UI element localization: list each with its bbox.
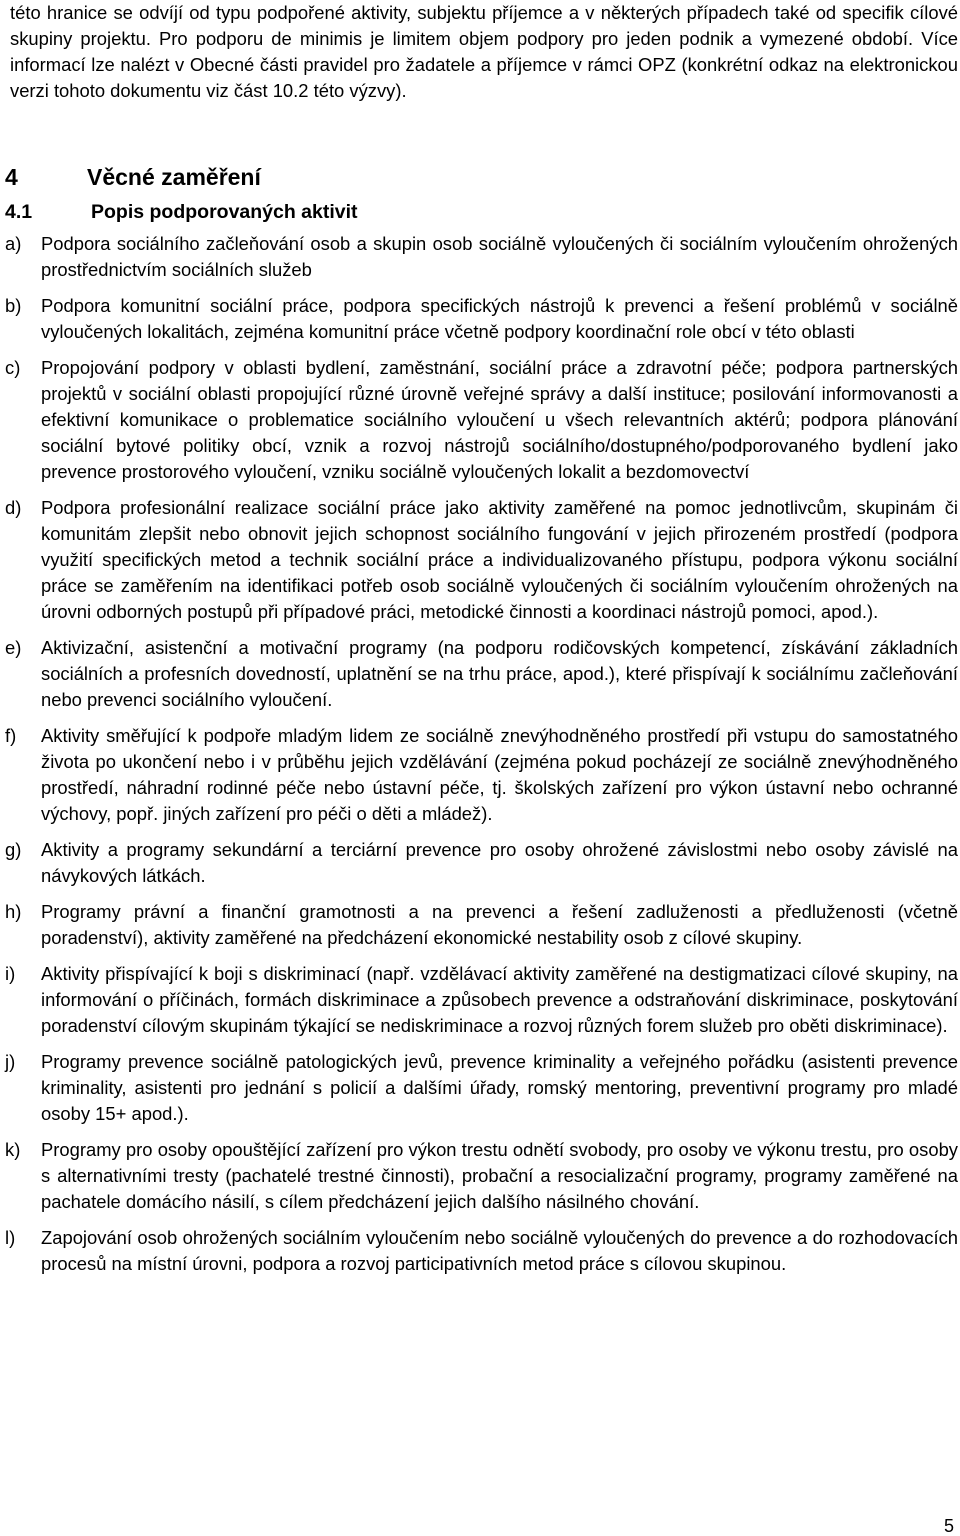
list-item-text: Podpora komunitní sociální práce, podpora specifických nástrojů k prevenci a řešení problémů v sociálně vyloučených lokalitách, zejména komunitní práce včetně podpory koordinační role obcí v této oblasti <box>41 295 958 342</box>
list-item-marker: j) <box>5 1051 16 1072</box>
list-item <box>5 1225 958 1277</box>
list-item-text: Programy pro osoby opouštějící zařízení pro výkon trestu odnětí svobody, pro osoby ve výkonu trestu, pro osoby s alternativními tresty (pachatelé trestné činnosti), probační a resocializační programy, programy zaměřené na pachatele domácího násilí, s cílem předcházení jejich dalšího násilného chování. <box>41 1139 958 1212</box>
list-item <box>5 355 958 485</box>
list-item <box>5 1137 958 1215</box>
list-item-text: Aktivity směřující k podpoře mladým lidem ze sociálně znevýhodněného prostředí při vstupu do samostatného života po ukončení nebo i v průběhu jejich vzdělávání (zejména pokud pocházejí ze sociálně znevýhodněného prostředí, náhradní rodinné péče nebo ústavní péče, tj. školských zařízení pro výkon ústavní nebo ochranné výchovy, popř. jiných zařízení pro péči o děti a mládež). <box>41 725 958 824</box>
list-item-marker: e) <box>5 637 22 658</box>
list-item-text: Programy prevence sociálně patologických jevů, prevence kriminality a veřejného pořádku (asistenti prevence kriminality, asistenti pro jednání s policií a dalšími úřady, romský mentoring, preventivní programy pro mladé osoby 15+ apod.). <box>41 1051 958 1124</box>
list-item-marker: l) <box>5 1227 16 1248</box>
list-item-marker: g) <box>5 839 22 860</box>
section-title: Věcné zaměření <box>87 164 261 190</box>
list-item-text: Zapojování osob ohrožených sociálním vyloučením nebo sociálně vyloučených do prevence a do rozhodovacích procesů na místní úrovni, podpora a rozvoj participativních metod práce s cílovou skupinou. <box>41 1227 958 1274</box>
subsection-heading <box>5 198 358 226</box>
list-item <box>5 837 958 889</box>
list-item-text: Aktivity přispívající k boji s diskriminací (např. vzdělávací aktivity zaměřené na destigmatizaci cílové skupiny, na informování o příčinách, formách diskriminace a způsobech prevence a odstraňování diskriminace, poskytování poradenství cílovým skupinám týkající se nediskriminace a rozvoj různých forem služeb pro oběti diskriminace). <box>41 963 958 1036</box>
list-item-marker: d) <box>5 497 22 518</box>
list-item-marker: k) <box>5 1139 21 1160</box>
list-item <box>5 723 958 827</box>
list-item-text: Podpora profesionální realizace sociální práce jako aktivity zaměřené na pomoc jednotlivcům, skupinám či komunitám zlepšit nebo obnovit jejich schopnost sociálního fungování v jejich přirozeném prostředí (podpora využití specifických metod a technik sociální práce a individualizovaného přístupu, podpora výkonu sociální práce se zaměřením na identifikaci potřeb osob sociálně vyloučených či sociálním vyloučením ohrožených na úrovni odborných postupů při případové práci, metodické činnosti a koordinaci nástrojů pomoci, apod.). <box>41 497 958 622</box>
list-item <box>5 1049 958 1127</box>
list-item-text: Aktivizační, asistenční a motivační programy (na podporu rodičovských kompetencí, získávání základních sociálních a profesních dovedností, uplatnění se na trhu práce, apod.), které přispívají k sociálnímu začleňování nebo prevenci sociálního vyloučení. <box>41 637 958 710</box>
list-item <box>5 495 958 625</box>
list-item-text: Podpora sociálního začleňování osob a skupin osob sociálně vyloučených či sociálním vyloučením ohrožených prostřednictvím sociálních služeb <box>41 233 958 280</box>
list-item-marker: i) <box>5 963 16 984</box>
list-item-text: Aktivity a programy sekundární a terciární prevence pro osoby ohrožené závislostmi nebo osoby závislé na návykových látkách. <box>41 839 958 886</box>
intro-paragraph: této hranice se odvíjí od typu podpořené aktivity, subjektu příjemce a v některých případech také od specifik cílové skupiny projektu. Pro podporu de minimis je limitem objem podpory pro jeden podnik a vymezené období. Více informací lze nalézt v Obecné části pravidel pro žadatele a příjemce v rámci OPZ (konkrétní odkaz na elektronickou verzi tohoto dokumentu viz část 10.2 této výzvy). <box>10 2 958 101</box>
list-item <box>5 899 958 951</box>
list-item-text: Programy právní a finanční gramotnosti a na prevenci a řešení zadluženosti a předluženosti (včetně poradenství), aktivity zaměřené na předcházení ekonomické nestability osob z cílové skupiny. <box>41 901 958 948</box>
section-heading <box>5 162 261 192</box>
list-item <box>5 961 958 1039</box>
list-item-marker: f) <box>5 725 17 746</box>
list-item-marker: b) <box>5 295 22 316</box>
section-number: 4 <box>5 164 18 190</box>
list-item-marker: h) <box>5 901 22 922</box>
list-item <box>5 293 958 345</box>
subsection-number: 4.1 <box>5 201 33 223</box>
activity-list <box>5 231 958 1287</box>
page-number: 5 <box>943 1516 954 1536</box>
subsection-title: Popis podporovaných aktivit <box>91 201 358 223</box>
list-item-marker: c) <box>5 357 21 378</box>
list-item <box>5 635 958 713</box>
list-item-text: Propojování podpory v oblasti bydlení, zaměstnání, sociální práce a zdravotní péče; podpora partnerských projektů v sociální oblasti propojující různé úrovně veřejné správy a další instituce; posilování informovanosti a efektivní komunikace o problematice sociálního vyloučení u všech relevantních aktérů; podpora plánování sociální bytové politiky obcí, vznik a rozvoj nástrojů sociálního/dostupného/podporovaného bydlení jako prevence prostorového vyloučení, vzniku sociálně vyloučených lokalit a bezdomovectví <box>41 357 958 482</box>
list-item-marker: a) <box>5 233 22 254</box>
list-item <box>5 231 958 283</box>
